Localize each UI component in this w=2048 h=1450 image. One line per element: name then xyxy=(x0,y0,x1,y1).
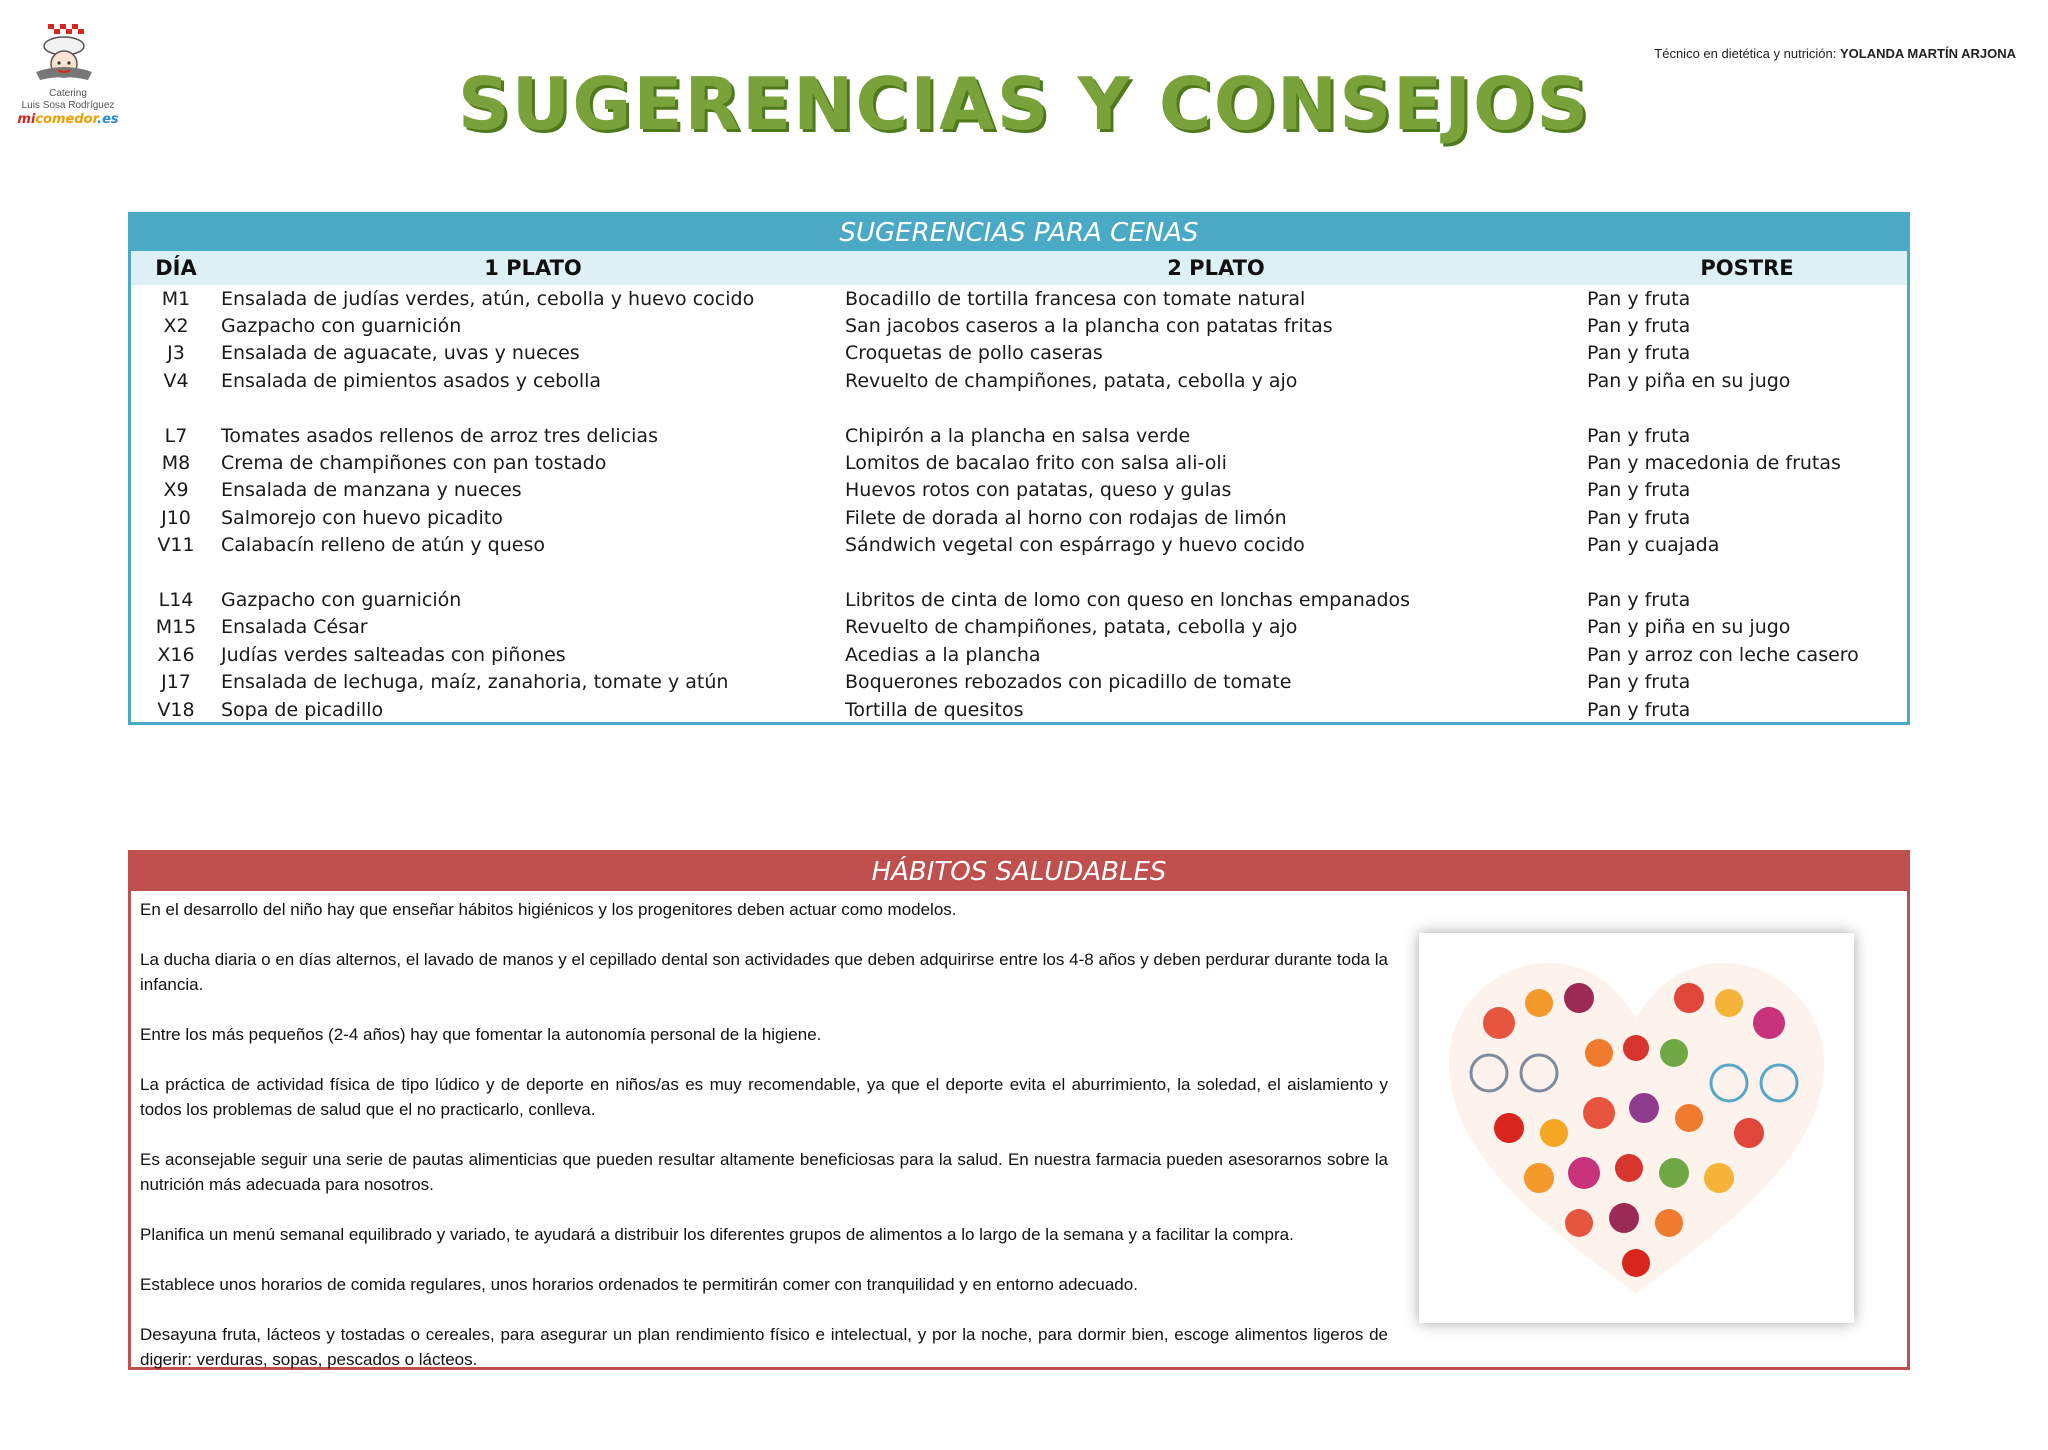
habit-paragraph: Es aconsejable seguir una serie de pautas alimenticias que pueden resultar altamente beneficiosas para la salud. En nuestra farmacia pueden asesorarnos sobre la nutrición más adecuada para nosotros. xyxy=(140,1150,1388,1194)
header-dia: DÍA xyxy=(155,256,197,280)
cell-postre: Pan y fruta xyxy=(1587,588,1691,611)
table-row xyxy=(131,641,1907,668)
week-separator xyxy=(131,559,1907,586)
habit-paragraph: La práctica de actividad física de tipo lúdico y de deporte en niños/as es muy recomendable, ya que el deporte evita el aburrimiento, la soledad, el aislamiento y todos los problemas de salud que el no practicarlo, conlleva. xyxy=(140,1075,1388,1119)
cell-plato-1: Ensalada César xyxy=(221,616,368,639)
cell-dia: M8 xyxy=(161,452,191,475)
cell-plato-1: Calabacín relleno de atún y queso xyxy=(221,534,545,557)
habits-banner: HÁBITOS SALUDABLES xyxy=(131,853,1907,891)
cell-dia: J10 xyxy=(161,506,191,529)
table-row xyxy=(131,367,1907,394)
logo-brand-part: mi xyxy=(17,112,36,127)
cell-plato-1: Tomates asados rellenos de arroz tres delicias xyxy=(221,424,658,447)
logo-line-1: Catering xyxy=(49,88,87,99)
cell-dia: V4 xyxy=(163,369,189,392)
cell-plato-2: Boquerones rebozados con picadillo de tomate xyxy=(845,671,1292,694)
healthy-habits-panel xyxy=(128,850,1910,1370)
cell-postre: Pan y fruta xyxy=(1587,506,1691,529)
table-row xyxy=(131,477,1907,504)
cell-plato-2: Huevos rotos con patatas, queso y gulas xyxy=(845,479,1232,502)
cell-postre: Pan y cuajada xyxy=(1587,534,1720,557)
habit-paragraph: En el desarrollo del niño hay que enseñar hábitos higiénicos y los progenitores deben actuar como modelos. xyxy=(140,900,957,919)
table-header xyxy=(131,251,1907,285)
cell-dia: X2 xyxy=(163,315,189,338)
cell-dia: X9 xyxy=(163,479,189,502)
cell-plato-2: Croquetas de pollo caseras xyxy=(845,342,1103,365)
table-row xyxy=(131,614,1907,641)
cell-plato-1: Salmorejo con huevo picadito xyxy=(221,506,503,529)
cell-plato-2: Libritos de cinta de lomo con queso en lonchas empanados xyxy=(845,588,1411,611)
header-plato-1: 1 PLATO xyxy=(484,256,582,280)
table-row xyxy=(131,422,1907,449)
cell-plato-1: Ensalada de lechuga, maíz, zanahoria, tomate y atún xyxy=(221,671,729,694)
table-row xyxy=(131,696,1907,723)
table-body xyxy=(131,285,1907,723)
cell-plato-1: Ensalada de judías verdes, atún, cebolla y huevo cocido xyxy=(221,287,755,310)
cell-plato-1: Ensalada de manzana y nueces xyxy=(221,479,522,502)
author-name: YOLANDA MARTÍN ARJONA xyxy=(1840,46,2016,61)
logo-brand-part: comedor xyxy=(35,112,98,127)
week-separator xyxy=(131,395,1907,422)
cell-dia: V18 xyxy=(157,698,195,721)
table-row xyxy=(131,504,1907,531)
cell-plato-2: Acedias a la plancha xyxy=(845,643,1041,666)
habit-paragraph: Desayuna fruta, lácteos y tostadas o cereales, para asegurar un plan rendimiento físico e intelectual, y por la noche, para dormir bien, escoge alimentos ligeros de digerir: verduras, sopas, pescados o lácteos. xyxy=(140,1325,1388,1369)
cell-postre: Pan y fruta xyxy=(1587,698,1691,721)
cell-plato-1: Ensalada de aguacate, uvas y nueces xyxy=(221,342,580,365)
cell-plato-1: Gazpacho con guarnición xyxy=(221,588,462,611)
habit-paragraph: Establece unos horarios de comida regulares, unos horarios ordenados te permitirán comer con tranquilidad y en entorno adecuado. xyxy=(140,1275,1138,1294)
cell-postre: Pan y arroz con leche casero xyxy=(1587,643,1859,666)
cell-plato-1: Sopa de picadillo xyxy=(221,698,384,721)
cell-plato-2: Revuelto de champiñones, patata, cebolla y ajo xyxy=(845,616,1298,639)
table-row xyxy=(131,285,1907,312)
cell-plato-2: Lomitos de bacalao frito con salsa ali-oli xyxy=(845,452,1227,475)
cell-dia: M1 xyxy=(161,287,191,310)
header-plato-2: 2 PLATO xyxy=(1167,256,1265,280)
author-prefix: Técnico en dietética y nutrición: xyxy=(1654,46,1837,61)
habit-paragraph: La ducha diaria o en días alternos, el lavado de manos y el cepillado dental son actividades que deben adquirirse entre los 4-8 años y deben perdurar durante toda la infancia. xyxy=(140,950,1388,994)
logo-line-2: Luis Sosa Rodríguez xyxy=(21,100,115,111)
habits-text xyxy=(140,897,1388,1397)
cell-plato-1: Judías verdes salteadas con piñones xyxy=(221,643,566,666)
cell-plato-2: Chipirón a la plancha en salsa verde xyxy=(845,424,1191,447)
cell-dia: L7 xyxy=(164,424,188,447)
table-row xyxy=(131,586,1907,613)
header-postre: POSTRE xyxy=(1700,256,1794,280)
cell-postre: Pan y fruta xyxy=(1587,315,1691,338)
cell-plato-2: Revuelto de champiñones, patata, cebolla y ajo xyxy=(845,369,1298,392)
cell-dia: V11 xyxy=(157,534,195,557)
page-title: SUGERENCIAS Y CONSEJOS xyxy=(457,62,1591,146)
cell-plato-1: Crema de champiñones con pan tostado xyxy=(221,452,607,475)
cell-plato-2: Tortilla de quesitos xyxy=(845,698,1024,721)
cell-dia: J17 xyxy=(161,671,191,694)
fruits-sports-heart-icon xyxy=(1419,933,1854,1323)
logo-brand-part: .es xyxy=(97,112,119,127)
cell-postre: Pan y fruta xyxy=(1587,287,1691,310)
habit-paragraph: Planifica un menú semanal equilibrado y variado, te ayudará a distribuir los diferentes grupos de alimentos a lo largo de la semana y a facilitar la compra. xyxy=(140,1225,1294,1244)
cell-dia: X16 xyxy=(157,643,195,666)
cell-plato-2: San jacobos caseros a la plancha con patatas fritas xyxy=(845,315,1333,338)
cell-plato-2: Filete de dorada al horno con rodajas de limón xyxy=(845,506,1287,529)
table-row xyxy=(131,532,1907,559)
dinner-suggestions-panel xyxy=(128,212,1910,725)
author-credit xyxy=(1654,46,2016,61)
habit-paragraph: Entre los más pequeños (2-4 años) hay que fomentar la autonomía personal de la higiene. xyxy=(140,1025,822,1044)
table-row xyxy=(131,449,1907,476)
cell-plato-2: Bocadillo de tortilla francesa con tomate natural xyxy=(845,287,1306,310)
cell-postre: Pan y piña en su jugo xyxy=(1587,616,1791,639)
cell-postre: Pan y fruta xyxy=(1587,671,1691,694)
table-row xyxy=(131,340,1907,367)
cell-plato-2: Sándwich vegetal con espárrago y huevo cocido xyxy=(845,534,1305,557)
cell-dia: J3 xyxy=(167,342,185,365)
table-row xyxy=(131,312,1907,339)
healthy-heart-illustration xyxy=(1419,933,1854,1323)
cell-postre: Pan y fruta xyxy=(1587,479,1691,502)
cell-plato-1: Gazpacho con guarnición xyxy=(221,315,462,338)
cell-postre: Pan y macedonia de frutas xyxy=(1587,452,1841,475)
cell-postre: Pan y fruta xyxy=(1587,424,1691,447)
dinner-banner: SUGERENCIAS PARA CENAS xyxy=(131,215,1907,251)
table-row xyxy=(131,668,1907,695)
cell-dia: M15 xyxy=(155,616,197,639)
cell-plato-1: Ensalada de pimientos asados y cebolla xyxy=(221,369,602,392)
cell-dia: L14 xyxy=(158,588,194,611)
cell-postre: Pan y fruta xyxy=(1587,342,1691,365)
cell-postre: Pan y piña en su jugo xyxy=(1587,369,1791,392)
